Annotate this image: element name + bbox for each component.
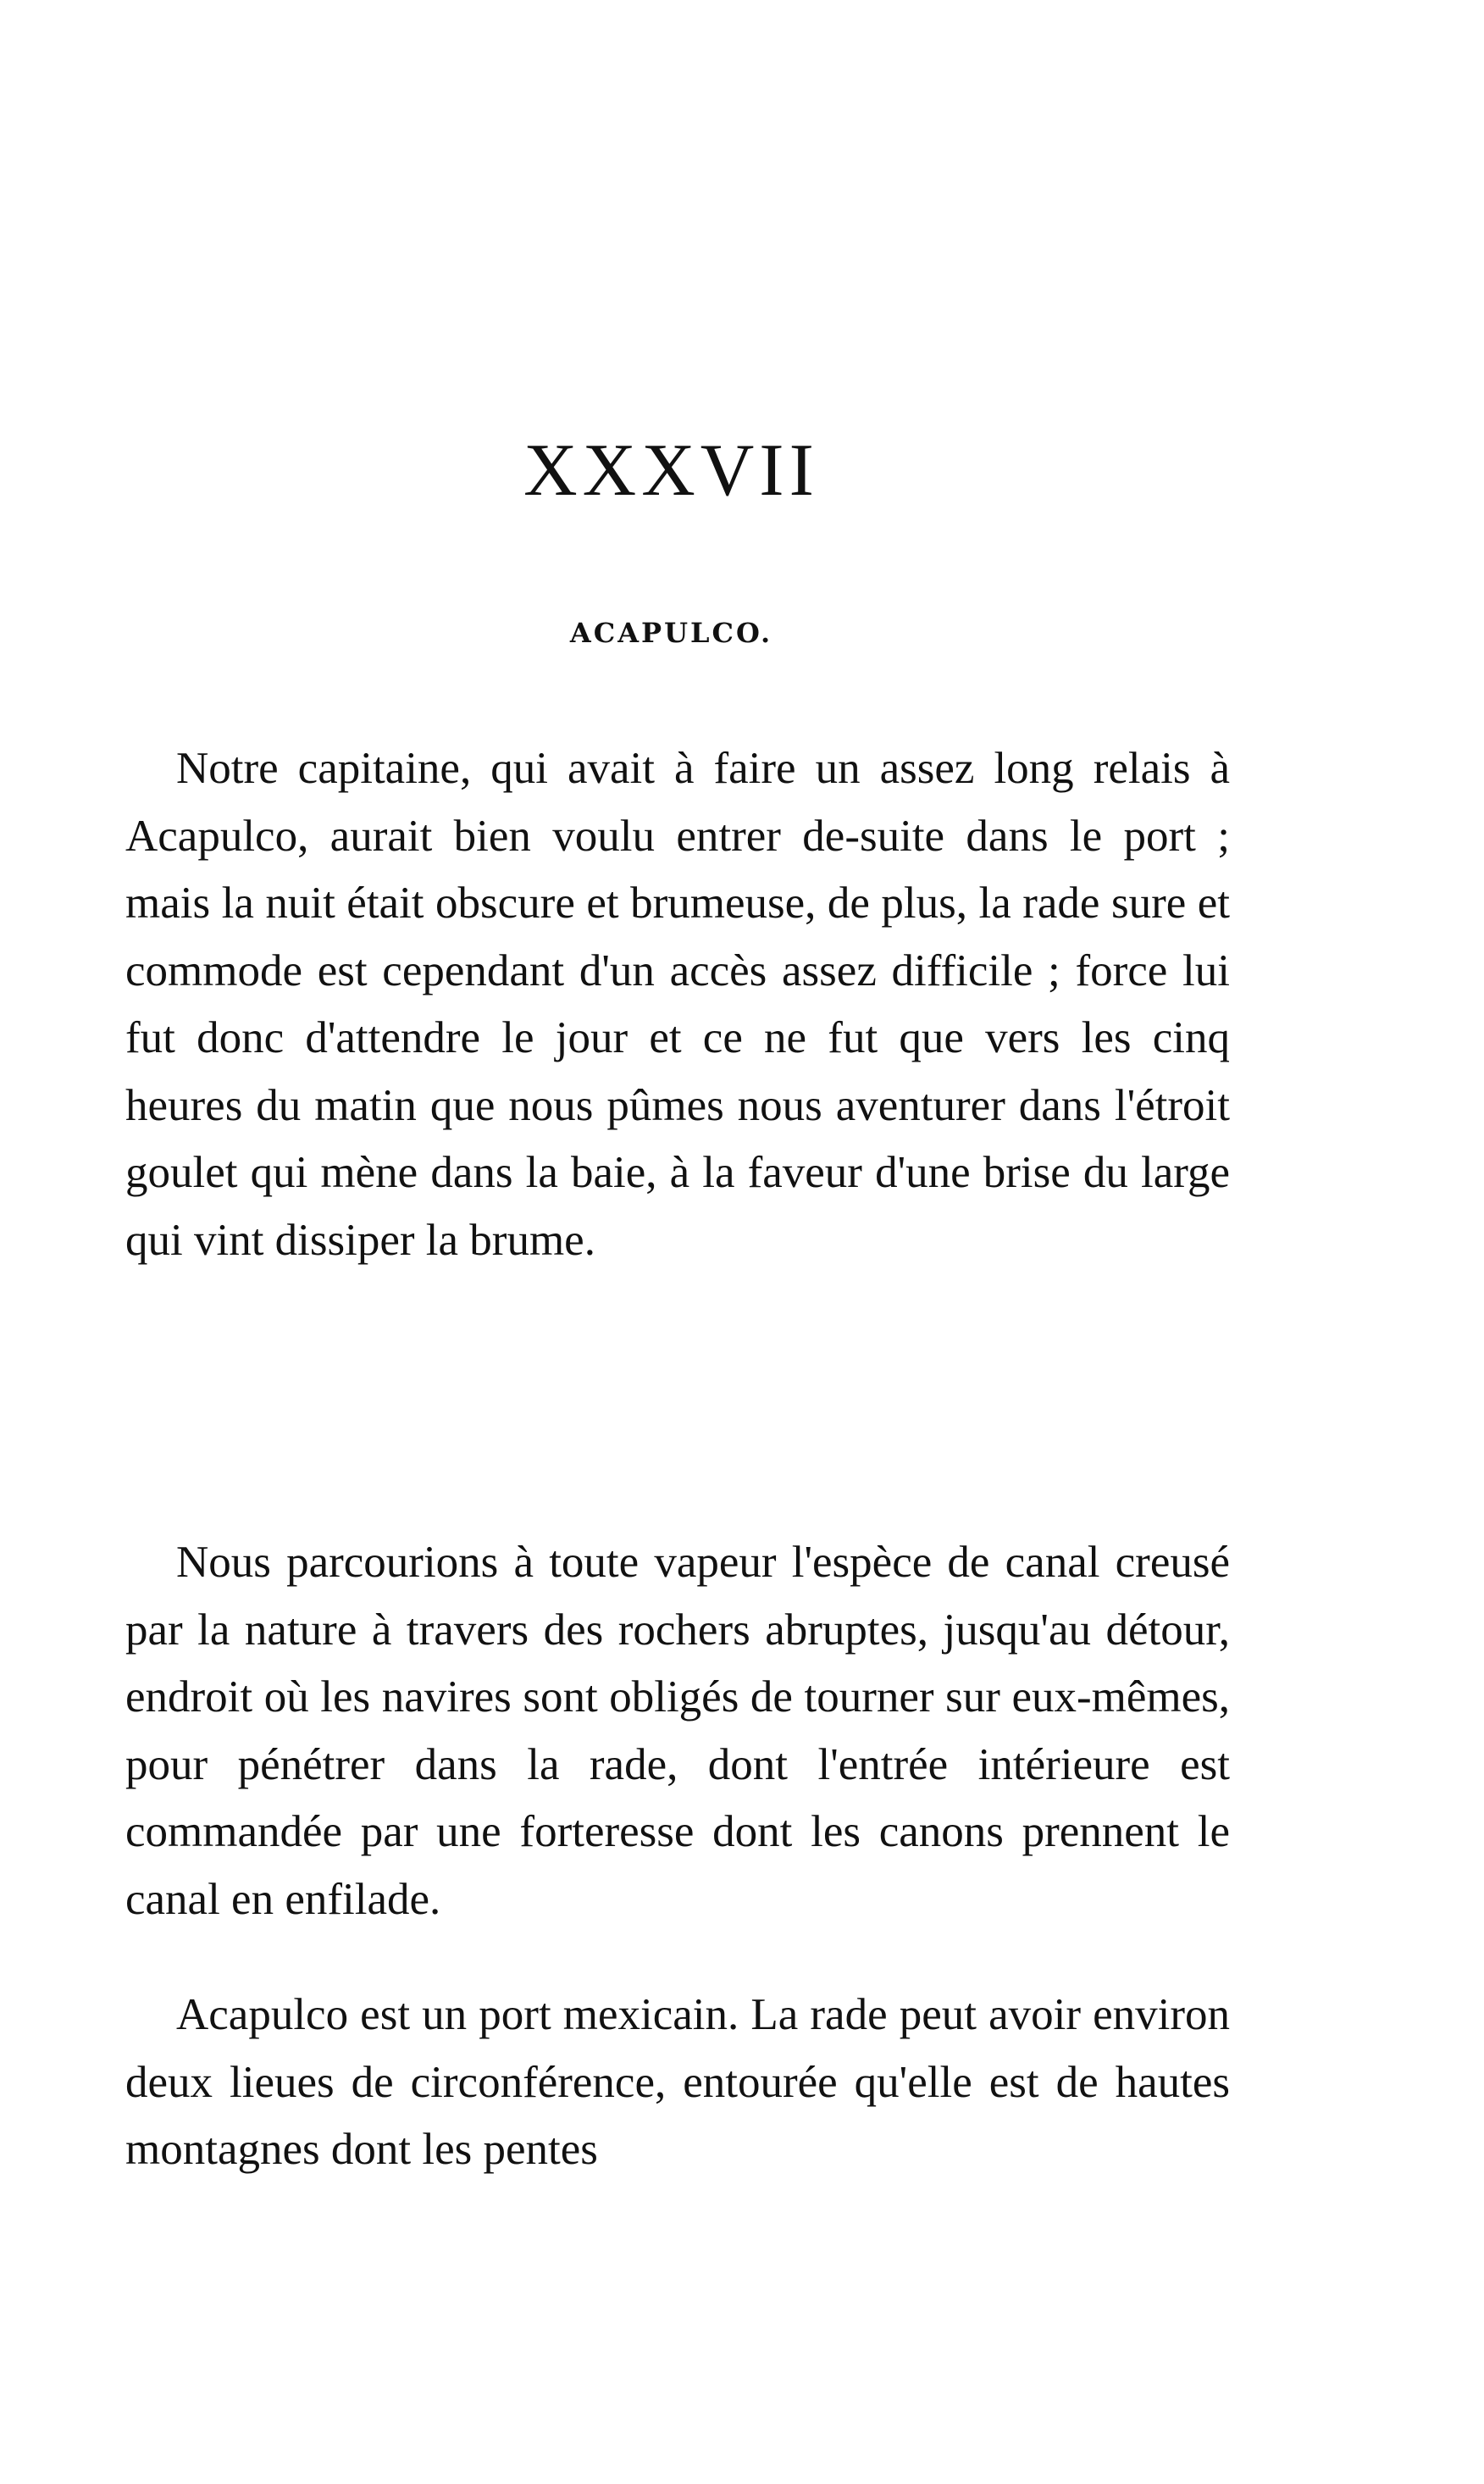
chapter-number: XXXVII (523, 430, 819, 512)
paragraph: Nous parcourions à toute vapeur l'espèce de canal creusé par la nature à travers des rochers abruptes, jusqu'au détour, endroit où les navires sont obligés de tourner sur eux-mêmes, pour pénétrer dans la rade, dont l'entrée intérieure est commandée par une forteresse dont les canons prennent le canal en enfilade. (125, 1538, 1230, 1924)
chapter-title: ACAPULCO. (569, 617, 773, 649)
paragraph: Acapulco est un port mexicain. La rade peut avoir environ deux lieues de circonférence, entourée qu'elle est de hautes montagnes dont les pentes (125, 1990, 1230, 2174)
paragraph: Notre capitaine, qui avait à faire un assez long relais à Acapulco, aurait bien voulu entrer de-suite dans le port ; mais la nuit était obscure et brumeuse, de plus, la rade sure et commode est cependant d'un accès assez difficile ; force lui fut donc d'attendre le jour et ce ne fut que vers les cinq heures du matin que nous pûmes nous aventurer dans l'étroit goulet qui mène dans la baie, à la faveur d'une brise du large qui vint dissiper la brume. (125, 744, 1230, 1265)
